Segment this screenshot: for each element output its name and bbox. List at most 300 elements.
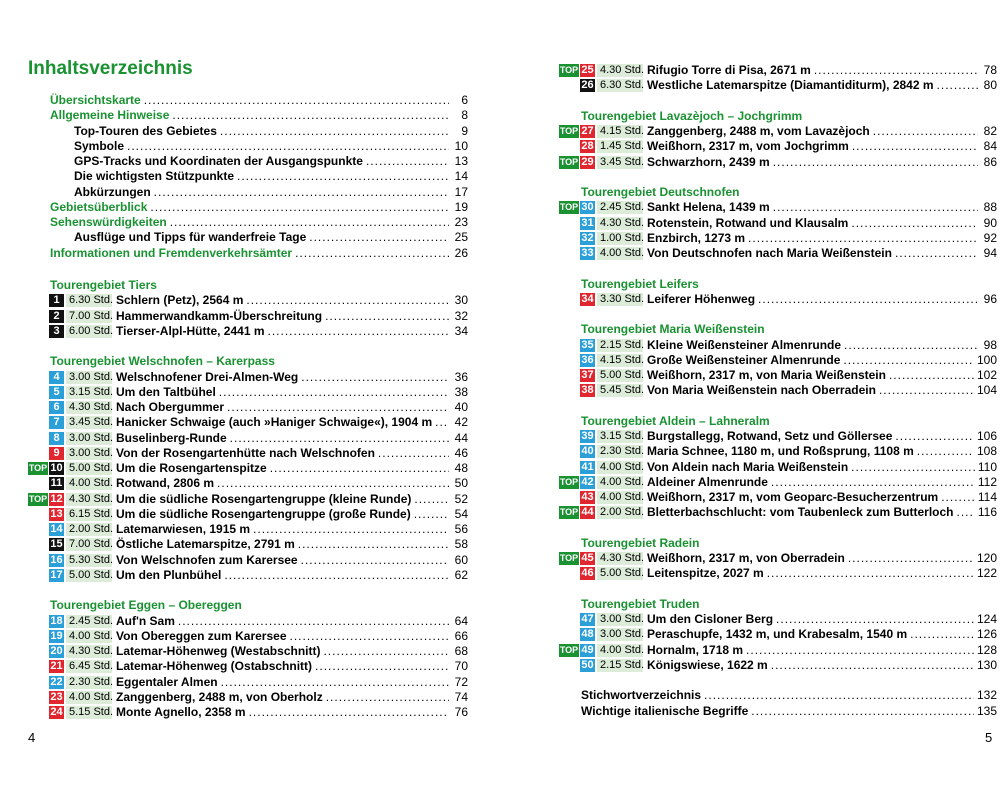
tour-page: 128	[976, 642, 997, 657]
tour-page: 120	[976, 551, 997, 565]
tour-title: Leitenspitze, 2027 m	[647, 566, 764, 581]
tour-entry[interactable]	[28, 385, 468, 400]
toc-entry-page: 8	[461, 108, 468, 123]
tour-number-badge: 28	[581, 140, 594, 153]
tour-number-badge: 21	[50, 660, 63, 673]
tour-title: Burgstallegg, Rotwand, Setz und Göllersee	[647, 429, 893, 443]
tour-title: Rotwand, 2806 m	[116, 476, 215, 491]
appendix-entry[interactable]	[581, 688, 997, 703]
dot-leader	[237, 169, 449, 184]
tour-title: Von Aldein nach Maria Weißenstein	[647, 459, 849, 474]
tour-number-badge: 25	[581, 64, 594, 76]
toc-entry-title: Symbole	[74, 138, 125, 153]
dot-leader	[253, 522, 449, 537]
tour-title: Um den Cisloner Berg	[647, 612, 774, 626]
dot-leader	[246, 293, 449, 308]
tour-number-badge: 47	[581, 613, 594, 625]
tour-entry[interactable]	[559, 231, 997, 246]
tour-entry[interactable]	[28, 293, 468, 308]
tour-duration: 3.45 Std.	[597, 156, 643, 169]
tour-title: Tierser-Alpl-Hütte, 2441 m	[116, 323, 265, 338]
tour-entry[interactable]	[559, 246, 997, 261]
dot-leader	[748, 231, 978, 246]
dot-leader	[771, 658, 974, 673]
toc-entry[interactable]	[50, 169, 468, 184]
tour-number-badge: 44	[581, 506, 594, 519]
section-heading: Tourengebiet Truden	[581, 596, 700, 611]
tour-duration: 2.45 Std.	[66, 615, 112, 628]
tour-duration: 4.15 Std.	[597, 125, 643, 138]
tour-duration: 6.15 Std.	[66, 508, 112, 521]
tour-number-badge: 4	[49, 371, 64, 384]
tour-title: Weißhorn, 2317 m, von Oberradein	[647, 551, 845, 565]
tour-page: 52	[454, 491, 468, 506]
tour-page: 80	[983, 78, 997, 93]
tour-number-badge: 12	[50, 492, 63, 505]
section-heading: Tourengebiet Maria Weißenstein	[581, 322, 765, 337]
toc-entry-page: 17	[454, 184, 468, 199]
tour-title: Bletterbachschlucht: vom Taubenleck zum Butterloch	[647, 505, 954, 520]
tour-page: 30	[454, 293, 468, 308]
tour-number-badge: 43	[581, 491, 594, 503]
tour-page: 94	[983, 246, 997, 260]
tour-title: Maria Schnee, 1180 m, und Roßsprung, 1108 m	[647, 444, 914, 459]
tour-duration: 6.45 Std.	[66, 660, 112, 673]
toc-entry-page: 19	[454, 199, 468, 214]
tour-number-badge: 48	[581, 628, 594, 641]
tour-title: Östliche Latemarspitze, 2791 m	[116, 537, 295, 552]
tour-duration: 5.00 Std.	[66, 569, 112, 582]
tour-entry[interactable]	[28, 629, 468, 644]
tour-title: Um den Taltbühel	[116, 384, 216, 399]
dot-leader	[270, 461, 449, 476]
toc-entry-page: 23	[454, 215, 468, 229]
tour-title: Hornalm, 1718 m	[647, 642, 744, 657]
tour-duration: 4.30 Std.	[66, 645, 112, 658]
tour-duration: 2.00 Std.	[597, 506, 643, 519]
tour-number-badge: 11	[50, 477, 63, 490]
tour-page: 60	[454, 552, 468, 567]
tour-number-badge: 46	[581, 567, 594, 580]
tour-page: 70	[454, 659, 468, 674]
toc-entry[interactable]	[50, 246, 468, 261]
toc-entry-title: Sehenswürdigkeiten	[50, 215, 167, 229]
tour-entry[interactable]	[559, 292, 997, 307]
dot-leader	[843, 353, 974, 368]
dot-leader	[851, 460, 975, 475]
section-heading: Tourengebiet Lavazèjoch – Jochgrimm	[581, 108, 803, 123]
dot-leader	[224, 568, 449, 583]
tour-duration: 5.00 Std.	[597, 369, 643, 382]
toc-entry-page: 26	[454, 245, 468, 260]
tour-duration: 4.30 Std.	[66, 401, 112, 414]
tour-page: 112	[977, 474, 997, 489]
appendix-title: Stichwortverzeichnis	[581, 688, 702, 703]
dot-leader	[414, 492, 449, 507]
tour-duration: 4.00 Std.	[597, 247, 643, 260]
tour-entry[interactable]	[28, 659, 468, 674]
toc-entry[interactable]	[50, 230, 468, 245]
toc-entry[interactable]	[50, 93, 468, 108]
appendix-entry[interactable]	[581, 704, 997, 719]
tour-page: 64	[454, 613, 468, 628]
tour-title: Rifugio Torre di Pisa, 2671 m	[647, 63, 811, 77]
dot-leader	[301, 553, 449, 568]
tour-title: Hammerwandkamm-Überschreitung	[116, 308, 323, 323]
tour-number-badge: 16	[50, 553, 63, 566]
tour-number-badge: 23	[50, 690, 63, 703]
tour-duration: 1.45 Std.	[597, 140, 643, 153]
tour-number-badge: 49	[581, 643, 594, 656]
tour-title: Latemarwiesen, 1915 m	[116, 522, 251, 536]
tour-page: 56	[454, 522, 468, 536]
tour-title: Weißhorn, 2317 m, von Maria Weißenstein	[647, 368, 886, 382]
dot-leader	[879, 383, 974, 398]
tour-page: 108	[976, 444, 997, 459]
tour-title: Zanggenberg, 2488 m, von Oberholz	[116, 689, 323, 704]
tour-page: 104	[976, 383, 997, 398]
dot-leader	[704, 688, 974, 703]
tour-entry[interactable]	[28, 537, 468, 552]
tour-entry[interactable]	[559, 383, 997, 398]
tour-page: 82	[983, 124, 997, 138]
tour-page: 126	[976, 627, 997, 642]
tour-entry[interactable]	[28, 690, 468, 705]
tour-number-badge: 19	[50, 629, 63, 642]
tour-number-badge: 15	[50, 538, 63, 551]
dot-leader	[773, 200, 978, 215]
section-heading: Tourengebiet Tiers	[50, 278, 157, 292]
tour-title: Um die südliche Rosengartengruppe (kleine Runde)	[116, 491, 412, 506]
toc-entry-title: Gebietsüberblick	[50, 199, 148, 214]
toc-entry-page: 9	[461, 123, 468, 138]
tour-entry[interactable]	[559, 124, 997, 139]
tour-title: Nach Obergummer	[116, 400, 225, 414]
dot-leader	[767, 566, 974, 581]
tour-duration: 2.30 Std.	[597, 445, 643, 458]
tour-number-badge: 36	[581, 353, 594, 366]
dot-leader	[889, 368, 974, 383]
tour-number-badge: 50	[581, 658, 594, 671]
tour-entry[interactable]	[559, 475, 997, 490]
tour-page: 36	[454, 369, 468, 384]
tour-number-badge: 2	[49, 310, 64, 323]
tour-number-badge: 32	[581, 231, 594, 244]
tour-duration: 4.00 Std.	[597, 476, 643, 489]
tour-page: 72	[454, 674, 468, 689]
dot-leader	[751, 704, 974, 719]
tour-page: 46	[454, 445, 468, 460]
dot-leader	[150, 200, 449, 215]
dot-leader	[852, 139, 978, 154]
tour-entry[interactable]	[28, 309, 468, 324]
tour-page: 38	[454, 384, 468, 399]
tour-duration: 4.00 Std.	[66, 691, 112, 704]
tour-number-badge: 35	[581, 338, 594, 351]
tour-duration: 6.00 Std.	[66, 325, 112, 338]
tour-entry[interactable]	[28, 461, 468, 476]
tour-entry[interactable]	[559, 63, 997, 78]
tour-title: Von Obereggen zum Karersee	[116, 628, 287, 643]
tour-title: Sankt Helena, 1439 m	[647, 200, 770, 215]
tour-number-badge: 27	[581, 125, 594, 137]
tour-number-badge: 5	[49, 386, 64, 399]
tour-title: Königswiese, 1622 m	[647, 657, 768, 672]
tour-entry[interactable]	[559, 155, 997, 170]
tour-duration: 6.30 Std.	[597, 79, 643, 92]
tour-page: 92	[983, 230, 997, 245]
tour-duration: 3.15 Std.	[597, 430, 643, 443]
tour-entry[interactable]	[559, 368, 997, 383]
tour-number-badge: 26	[581, 79, 594, 92]
toc-entry[interactable]	[50, 124, 468, 139]
tour-number-badge: 39	[581, 430, 594, 442]
tour-title: Latemar-Höhenweg (Westabschnitt)	[116, 644, 321, 658]
toc-title: Inhaltsverzeichnis	[28, 58, 193, 79]
toc-entry-page: 13	[454, 154, 468, 168]
tour-entry[interactable]	[559, 216, 997, 231]
tour-number-badge: 3	[49, 325, 64, 338]
tour-title: Monte Agnello, 2358 m	[116, 705, 246, 719]
dot-leader	[957, 505, 975, 520]
top-tour-badge: TOP	[559, 126, 579, 136]
toc-entry-page: 14	[454, 169, 468, 184]
tour-number-badge: 7	[49, 416, 64, 429]
dot-leader	[315, 659, 449, 674]
tour-title: Von Maria Weißenstein nach Oberradein	[647, 383, 876, 398]
tour-entry[interactable]	[28, 705, 468, 720]
tour-duration: 3.00 Std.	[66, 447, 112, 460]
dot-leader	[170, 215, 449, 230]
dot-leader	[746, 643, 974, 658]
tour-entry[interactable]	[28, 492, 468, 507]
tour-duration: 3.00 Std.	[66, 432, 112, 445]
tour-page: 68	[454, 644, 468, 658]
toc-entry[interactable]	[50, 185, 468, 200]
tour-entry[interactable]	[559, 505, 997, 520]
tour-entry[interactable]	[559, 627, 997, 642]
tour-entry[interactable]	[559, 612, 997, 627]
top-tour-badge: TOP	[559, 156, 579, 167]
tour-page: 48	[454, 461, 468, 475]
tour-title: Leiferer Höhenweg	[647, 291, 756, 306]
dot-leader	[326, 690, 449, 705]
tour-duration: 5.00 Std.	[597, 567, 643, 580]
top-tour-badge: TOP	[559, 644, 579, 655]
tour-number-badge: 45	[581, 552, 594, 564]
dot-leader	[220, 124, 449, 139]
dot-leader	[937, 78, 978, 93]
page-number-right: 5	[985, 730, 993, 745]
tour-entry[interactable]	[28, 507, 468, 522]
tour-page: 122	[976, 566, 997, 581]
tour-entry[interactable]	[28, 476, 468, 491]
tour-entry[interactable]	[559, 338, 997, 353]
toc-entry[interactable]	[50, 108, 468, 123]
toc-entry-title: Die wichtigsten Stützpunkte	[74, 169, 235, 184]
tour-number-badge: 17	[50, 568, 63, 581]
dot-leader	[378, 446, 449, 461]
tour-entry[interactable]	[28, 400, 468, 415]
tour-entry[interactable]	[28, 644, 468, 659]
tour-duration: 2.30 Std.	[66, 676, 112, 689]
dot-leader	[941, 490, 975, 505]
dot-leader	[771, 475, 975, 490]
tour-entry[interactable]	[559, 200, 997, 215]
tour-title: Peraschupfe, 1432 m, und Krabesalm, 1540 m	[647, 627, 908, 642]
tour-entry[interactable]	[559, 444, 997, 459]
toc-entry-title: Allgemeine Hinweise	[50, 108, 170, 123]
tour-number-badge: 34	[581, 292, 594, 305]
tour-entry[interactable]	[28, 614, 468, 629]
tour-entry[interactable]	[28, 522, 468, 537]
tour-page: 96	[983, 291, 997, 306]
toc-entry[interactable]	[50, 154, 468, 169]
dot-leader	[217, 476, 449, 491]
top-tour-badge: TOP	[28, 493, 48, 504]
tour-entry[interactable]	[559, 353, 997, 368]
dot-leader	[758, 292, 978, 307]
tour-duration: 3.00 Std.	[66, 371, 112, 384]
tour-number-badge: 1	[49, 294, 64, 307]
section-heading: Tourengebiet Radein	[581, 535, 700, 550]
toc-entry-page: 10	[454, 138, 468, 153]
tour-number-badge: 13	[50, 507, 63, 520]
tour-title: Auf'n Sam	[116, 613, 175, 628]
dot-leader	[298, 537, 449, 552]
tour-entry[interactable]	[559, 460, 997, 475]
dot-leader	[268, 324, 450, 339]
tour-entry[interactable]	[559, 139, 997, 154]
dot-leader	[227, 400, 449, 415]
dot-leader	[851, 216, 978, 231]
toc-entry[interactable]	[50, 215, 468, 230]
tour-entry[interactable]	[28, 446, 468, 461]
tour-entry[interactable]	[559, 551, 997, 566]
tour-page: 58	[454, 537, 468, 552]
tour-number-badge: 41	[581, 460, 594, 473]
tour-duration: 3.30 Std.	[597, 293, 643, 306]
tour-duration: 3.00 Std.	[597, 613, 643, 626]
toc-entry[interactable]	[50, 139, 468, 154]
tour-page: 62	[454, 567, 468, 582]
dot-leader	[301, 370, 449, 385]
dot-leader	[873, 124, 978, 139]
tour-duration: 4.30 Std.	[66, 493, 112, 506]
tour-page: 78	[983, 63, 997, 77]
tour-number-badge: 18	[50, 614, 63, 627]
tour-number-badge: 33	[581, 247, 594, 259]
tour-title: Westliche Latemarspitze (Diamantiditurm), 2842 m	[647, 78, 934, 93]
tour-title: Kleine Weißensteiner Almenrunde	[647, 337, 842, 352]
dot-leader	[435, 415, 449, 430]
tour-entry[interactable]	[559, 643, 997, 658]
tour-duration: 3.00 Std.	[597, 628, 643, 641]
toc-entry-title: Top-Touren des Gebietes	[74, 123, 217, 138]
tour-entry[interactable]	[28, 675, 468, 690]
tour-entry[interactable]	[559, 566, 997, 581]
dot-leader	[848, 551, 974, 566]
tour-number-badge: 37	[581, 369, 594, 381]
tour-page: 90	[983, 215, 997, 230]
tour-number-badge: 42	[581, 475, 594, 488]
tour-duration: 4.00 Std.	[597, 461, 643, 474]
toc-entry[interactable]	[50, 200, 468, 215]
toc-entry-title: Ausflüge und Tipps für wanderfreie Tage	[74, 230, 307, 245]
section-heading: Tourengebiet Eggen – Obereggen	[50, 598, 242, 613]
tour-page: 34	[454, 323, 468, 338]
tour-page: 32	[454, 308, 468, 323]
toc-entry-title: Abkürzungen	[74, 184, 151, 199]
tour-duration: 5.15 Std.	[66, 706, 112, 719]
dot-leader	[154, 185, 449, 200]
tour-page: 114	[977, 490, 997, 504]
tour-number-badge: 31	[581, 216, 594, 229]
tour-page: 116	[977, 505, 997, 520]
tour-duration: 4.30 Std.	[597, 64, 643, 77]
section-heading: Tourengebiet Leifers	[581, 276, 699, 291]
dot-leader	[895, 246, 978, 261]
dot-leader	[366, 154, 449, 169]
tour-entry[interactable]	[28, 553, 468, 568]
tour-number-badge: 22	[50, 675, 63, 688]
tour-entry[interactable]	[28, 324, 468, 339]
tour-entry[interactable]	[28, 568, 468, 583]
dot-leader	[895, 429, 974, 444]
tour-number-badge: 30	[581, 201, 594, 214]
dot-leader	[814, 63, 978, 78]
top-tour-badge: TOP	[28, 463, 48, 473]
tour-duration: 3.15 Std.	[66, 386, 112, 399]
tour-entry[interactable]	[28, 370, 468, 385]
tour-number-badge: 9	[49, 447, 64, 460]
tour-duration: 3.45 Std.	[66, 416, 112, 429]
toc-entry-title: Übersichtskarte	[50, 93, 141, 107]
tour-number-badge: 6	[49, 401, 64, 414]
tour-page: 42	[454, 415, 468, 430]
tour-duration: 1.00 Std.	[597, 232, 643, 245]
tour-title: Große Weißensteiner Almenrunde	[647, 352, 841, 367]
tour-title: Um den Plunbühel	[116, 567, 222, 582]
tour-title: Welschnofener Drei-Almen-Weg	[116, 369, 299, 384]
dot-leader	[776, 612, 974, 627]
appendix-page: 132	[976, 688, 997, 703]
dot-leader	[844, 338, 978, 353]
tour-duration: 7.00 Std.	[66, 310, 112, 323]
toc-entry-page: 6	[461, 93, 468, 107]
dot-leader	[230, 431, 449, 446]
tour-duration: 4.00 Std.	[597, 644, 643, 657]
dot-leader	[178, 614, 449, 629]
tour-number-badge: 24	[50, 706, 63, 718]
tour-entry[interactable]	[559, 658, 997, 673]
tour-number-badge: 20	[50, 645, 63, 657]
tour-entry[interactable]	[559, 429, 997, 444]
tour-entry[interactable]	[28, 415, 468, 430]
appendix-page: 135	[976, 703, 997, 718]
tour-duration: 6.30 Std.	[66, 294, 112, 307]
tour-duration: 4.30 Std.	[597, 217, 643, 230]
section-heading: Tourengebiet Welschnofen – Karerpass	[50, 354, 275, 369]
dot-leader	[249, 705, 449, 720]
page-number-left: 4	[28, 730, 36, 745]
dot-leader	[127, 139, 449, 154]
top-tour-badge: TOP	[559, 65, 579, 75]
tour-entry[interactable]	[559, 490, 997, 505]
tour-entry[interactable]	[28, 431, 468, 446]
tour-duration: 2.00 Std.	[66, 523, 112, 536]
tour-entry[interactable]	[559, 78, 997, 93]
